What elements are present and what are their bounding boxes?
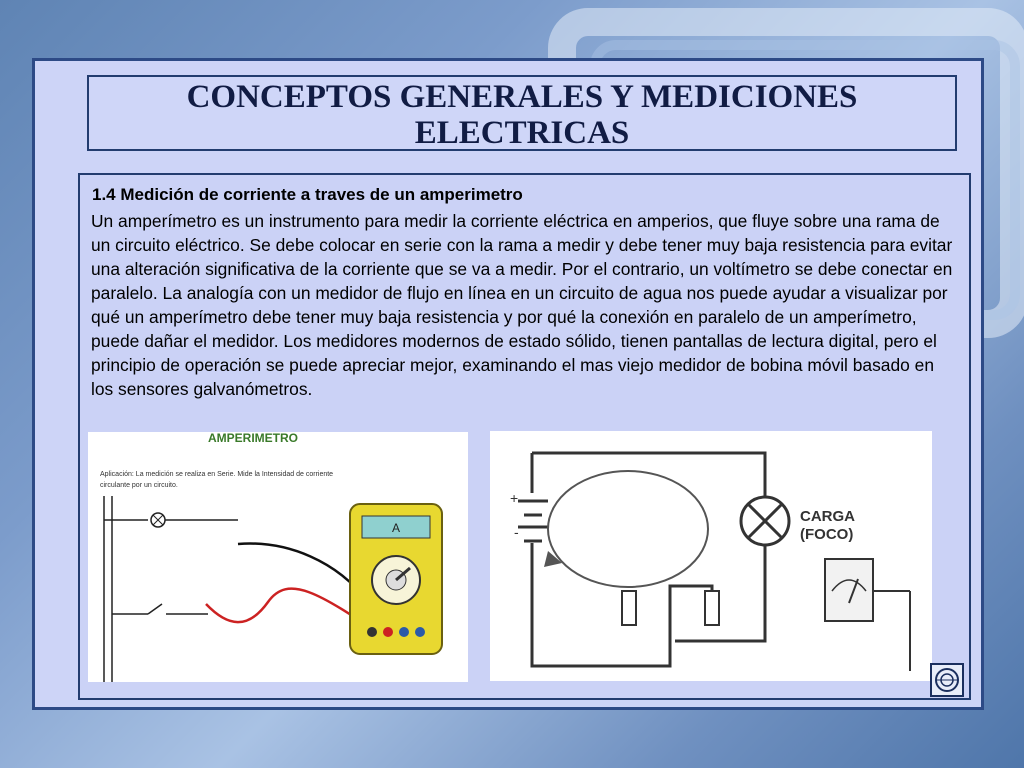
- resistor-icon: [622, 591, 636, 625]
- content-panel: [78, 173, 971, 700]
- ammeter-illustration: [88, 432, 468, 682]
- circuit-figure: [490, 431, 932, 681]
- ammeter-heading: AMPERIMETRO: [208, 432, 298, 445]
- slide-title: [87, 75, 957, 151]
- title-line-1: CONCEPTOS GENERALES Y MEDICIONES: [186, 79, 858, 115]
- circuit-illustration: [490, 431, 932, 681]
- ammeter-caption-line2: circulante por un circuito.: [100, 482, 178, 489]
- load-label-line2: (FOCO): [800, 526, 854, 543]
- body-paragraph: Un amperímetro es un instrumento para medir la corriente eléctrica en amperios, que fluye sobre una rama de un circuito eléctrico. Se debe colocar en serie con la rama a medir y debe tener muy baja resistencia para evitar una alteración significativa de la corriente que se va a medir. Por el contrario, un voltímetro se debe conectar en paralelo. La analogía con un medidor de flujo en línea en un circuito de agua nos puede ayudar a visualizar por qué un amperímetro debe tener muy baja resistencia y por qué la conexión en paralelo de un amperímetro, puede dañar el medidor. Los medidores modernos de estado sólido, tienen pantallas de lectura digital, pero el principio de operación se puede apreciar mejor, examinando el mas viejo medidor de bobina móvil basado en los sensores galvanómetros.: [91, 211, 953, 399]
- resistor-icon: [705, 591, 719, 625]
- multimeter-display-text: A: [392, 521, 401, 535]
- current-flow-loop: [548, 471, 708, 587]
- ammeter-figure: [88, 432, 468, 682]
- title-line-2: ELECTRICAS: [414, 115, 630, 151]
- plus-sign: +: [510, 490, 519, 506]
- load-label-line1: CARGA: [800, 508, 855, 525]
- institution-logo-icon: [930, 663, 964, 697]
- slide: [32, 58, 984, 710]
- section-title: 1.4 Medición de corriente a traves de un amperimetro: [92, 185, 523, 204]
- ammeter-caption-line1: Aplicación: La medición se realiza en Serie. Mide la Intensidad de corriente: [100, 471, 334, 478]
- minus-sign: -: [514, 524, 519, 540]
